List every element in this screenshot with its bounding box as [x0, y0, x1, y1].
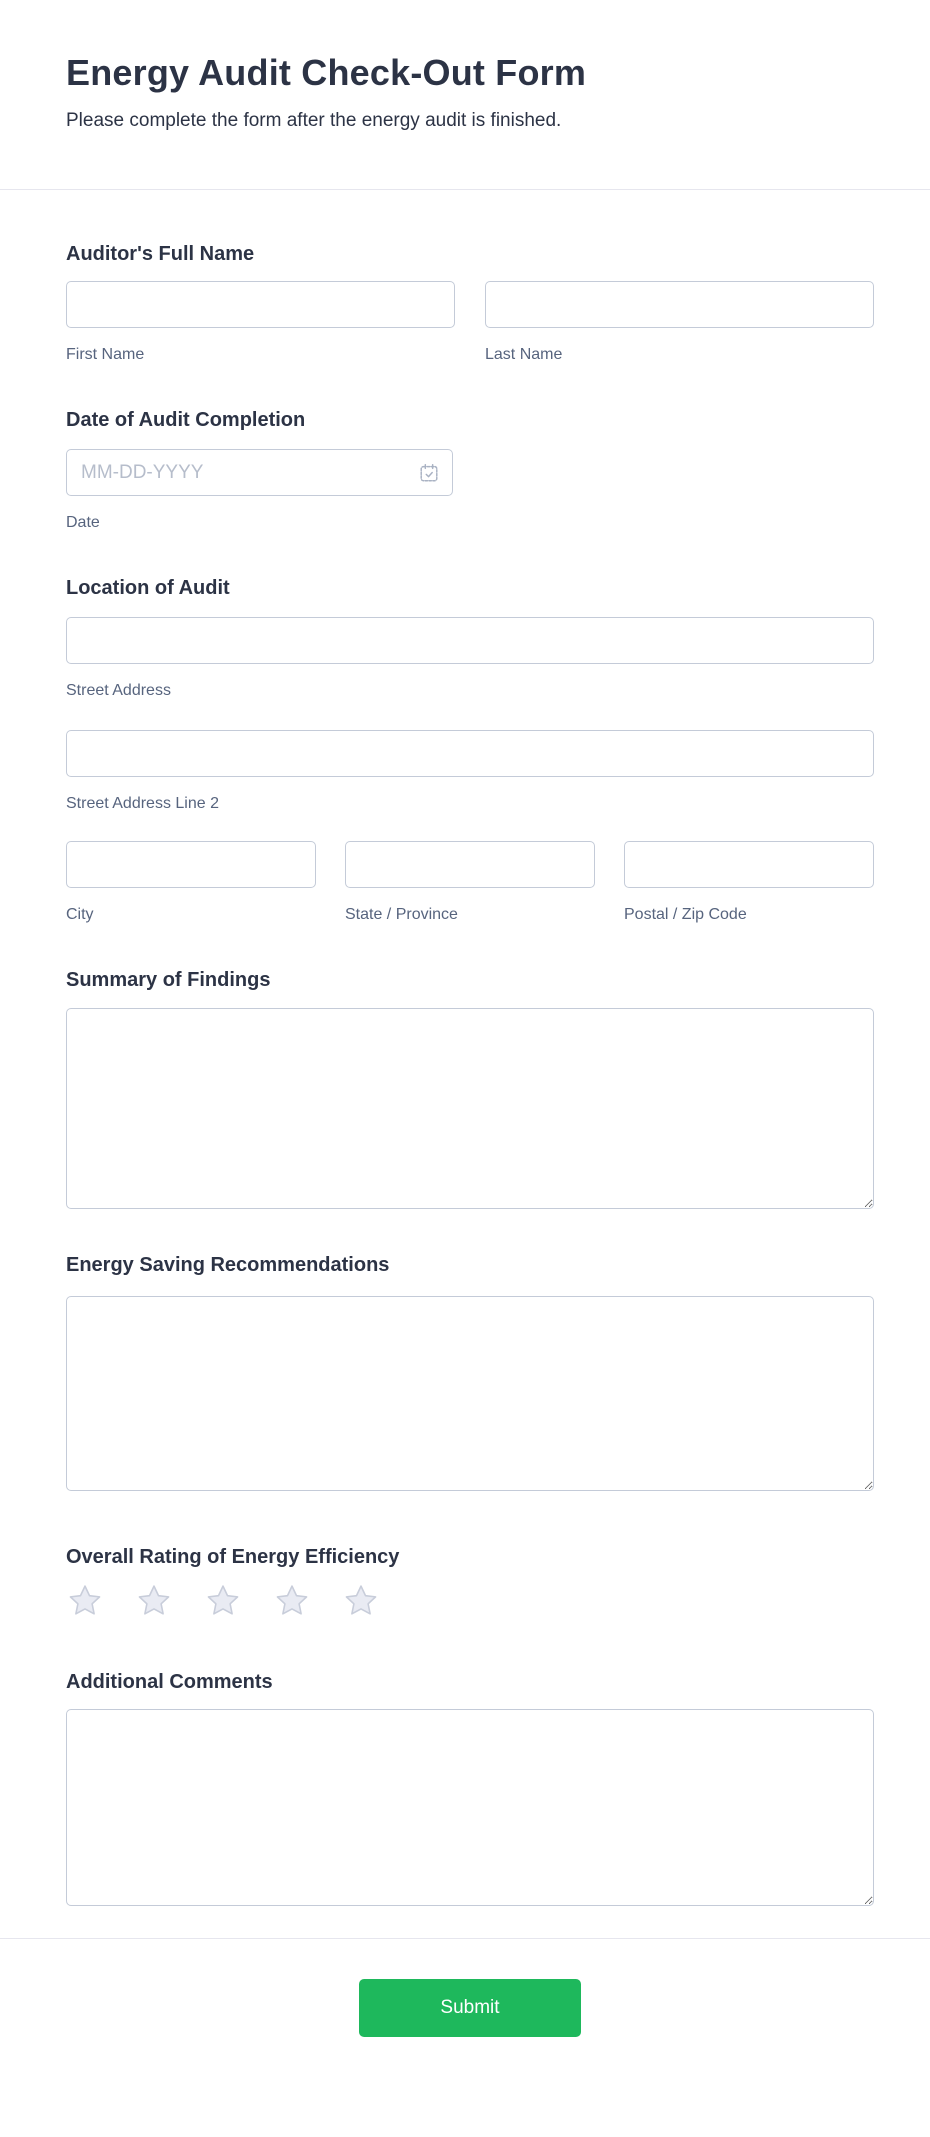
address-label: Location of Audit — [66, 577, 230, 599]
footer-divider — [0, 1938, 930, 1939]
date-sublabel: Date — [66, 514, 100, 531]
last-name-sublabel: Last Name — [485, 346, 563, 363]
field-address — [66, 575, 874, 925]
star-icon[interactable] — [204, 1580, 242, 1622]
field-date — [66, 407, 874, 533]
form-body — [0, 241, 930, 1906]
city-sublabel: City — [66, 906, 94, 923]
last-name-input[interactable] — [485, 281, 874, 328]
field-comments — [66, 1669, 874, 1906]
street-input[interactable] — [66, 617, 874, 664]
summary-label: Summary of Findings — [66, 969, 271, 991]
street2-sublabel: Street Address Line 2 — [66, 795, 219, 812]
first-name-input[interactable] — [66, 281, 455, 328]
submit-bar — [0, 1979, 930, 2088]
postal-sublabel: Postal / Zip Code — [624, 906, 747, 923]
recommendations-label: Energy Saving Recommendations — [66, 1254, 390, 1276]
first-name-sublabel: First Name — [66, 346, 145, 363]
star-icon[interactable] — [135, 1580, 173, 1622]
header-divider — [0, 189, 930, 190]
recommendations-textarea[interactable] — [66, 1296, 874, 1491]
full-name-label: Auditor's Full Name — [66, 243, 255, 265]
state-input[interactable] — [345, 841, 595, 888]
submit-button[interactable]: Submit — [359, 1979, 581, 2037]
street2-input[interactable] — [66, 730, 874, 777]
rating-stars — [66, 1580, 874, 1622]
calendar-check-icon[interactable] — [418, 462, 440, 484]
star-icon[interactable] — [273, 1580, 311, 1622]
form-header — [0, 51, 930, 134]
field-rating — [66, 1544, 874, 1622]
star-icon[interactable] — [342, 1580, 380, 1622]
field-full-name — [66, 241, 874, 365]
field-summary — [66, 967, 874, 1209]
summary-textarea[interactable] — [66, 1008, 874, 1209]
street-sublabel: Street Address — [66, 682, 171, 699]
city-input[interactable] — [66, 841, 316, 888]
rating-label: Overall Rating of Energy Efficiency — [66, 1546, 400, 1568]
page-title: Energy Audit Check-Out Form — [66, 52, 587, 93]
comments-textarea[interactable] — [66, 1709, 874, 1906]
field-recommendations — [66, 1252, 874, 1491]
date-label: Date of Audit Completion — [66, 409, 306, 431]
state-sublabel: State / Province — [345, 906, 458, 923]
date-input[interactable] — [66, 449, 453, 496]
star-icon[interactable] — [66, 1580, 104, 1622]
comments-label: Additional Comments — [66, 1671, 273, 1693]
page-subtitle: Please complete the form after the energy audit is finished. — [66, 110, 562, 131]
postal-input[interactable] — [624, 841, 874, 888]
